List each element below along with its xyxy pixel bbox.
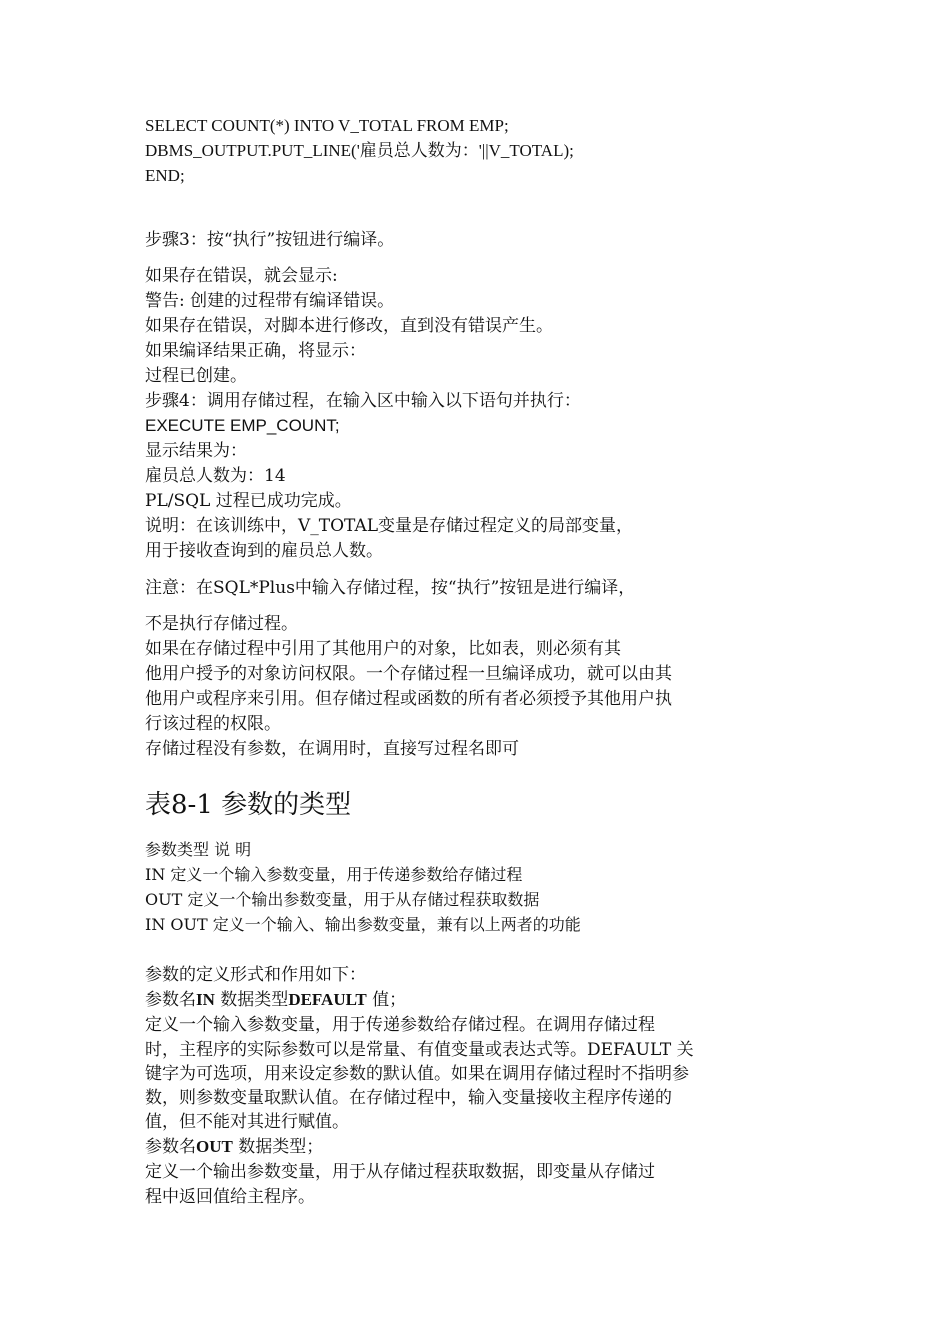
note-text: 注意：在SQL*Plus中输入存储过程，按“执行”按钮是进行编译， <box>145 578 636 598</box>
definition-intro: 参数的定义形式和作用如下： <box>145 965 366 985</box>
para1-line: 警告: 创建的过程带有编译错误。 <box>145 291 395 311</box>
def-in-mid: 数据类型 <box>214 990 289 1010</box>
para2-line: 不是执行存储过程。 <box>145 614 298 634</box>
def-in-syntax <box>145 990 406 1010</box>
def-default-keyword: DEFAULT <box>288 990 367 1009</box>
para2-line: 他用户或程序来引用。但存储过程或函数的所有者必须授予其他用户执 <box>145 689 672 709</box>
def-in-desc-line: 定义一个输入参数变量，用于传递参数给存储过程。在调用存储过程 <box>145 1015 655 1035</box>
def-out-prefix: 参数名 <box>145 1137 196 1157</box>
para1-line: 说明：在该训练中，V_TOTAL变量是存储过程定义的局部变量， <box>145 516 634 536</box>
def-out-desc-line: 定义一个输出参数变量，用于从存储过程获取数据，即变量从存储过 <box>145 1162 655 1182</box>
def-out-suffix: 数据类型； <box>232 1137 324 1157</box>
para1-line: 显示结果为： <box>145 441 247 461</box>
para2-line: 他用户授予的对象访问权限。一个存储过程一旦编译成功，就可以由其 <box>145 664 672 684</box>
para2-line: 行该过程的权限。 <box>145 714 281 734</box>
def-in-desc-line: 键字为可选项，用来设定参数的默认值。如果在调用存储过程时不指明参 <box>145 1064 689 1084</box>
para1-line: 过程已创建。 <box>145 366 247 386</box>
table-row: IN OUT 定义一个输入、输出参数变量，兼有以上两者的功能 <box>145 915 581 934</box>
def-out-desc-line: 程中返回值给主程序。 <box>145 1187 315 1207</box>
def-in-desc-line: 值，但不能对其进行赋值。 <box>145 1112 349 1132</box>
def-in-suffix: 值； <box>366 990 407 1010</box>
table-row: OUT 定义一个输出参数变量，用于从存储过程获取数据 <box>145 890 540 909</box>
def-in-desc-line: 时，主程序的实际参数可以是常量、有值变量或表达式等。DEFAULT 关 <box>145 1040 694 1060</box>
code-line-output: DBMS_OUTPUT.PUT_LINE('雇员总人数为：'||V_TOTAL); <box>145 141 574 160</box>
para2-line: 存储过程没有参数，在调用时，直接写过程名即可 <box>145 739 519 759</box>
result-line: 雇员总人数为：14 <box>145 466 286 486</box>
para1-line: 步骤4：调用存储过程，在输入区中输入以下语句并执行： <box>145 391 581 411</box>
para1-line: 如果存在错误，对脚本进行修改，直到没有错误产生。 <box>145 316 553 336</box>
code-line-end: END; <box>145 166 185 185</box>
table-row-header: 参数类型 说 明 <box>145 840 252 859</box>
def-in-prefix: 参数名 <box>145 990 196 1010</box>
para2-line: 如果在存储过程中引用了其他用户的对象，比如表，则必须有其 <box>145 639 621 659</box>
def-out-keyword: OUT <box>196 1137 233 1156</box>
def-in-desc-line: 数，则参数变量取默认值。在存储过程中，输入变量接收主程序传递的 <box>145 1088 672 1108</box>
code-line-select: SELECT COUNT(*) INTO V_TOTAL FROM EMP; <box>145 116 509 135</box>
plsql-complete-line: PL/SQL 过程已成功完成。 <box>145 491 352 511</box>
table-title: 表8-1 参数的类型 <box>145 790 352 820</box>
step3-text: 步骤3：按“执行”按钮进行编译。 <box>145 230 395 250</box>
table-row: IN 定义一个输入参数变量，用于传递参数给存储过程 <box>145 865 523 884</box>
para1-line: 如果编译结果正确，将显示： <box>145 341 366 361</box>
para1-line: 用于接收查询到的雇员总人数。 <box>145 541 383 561</box>
para1-line: 如果存在错误，就会显示: <box>145 266 338 286</box>
def-in-keyword: IN <box>196 990 215 1009</box>
execute-statement: EXECUTE EMP_COUNT; <box>145 416 340 435</box>
def-out-syntax <box>145 1137 323 1157</box>
